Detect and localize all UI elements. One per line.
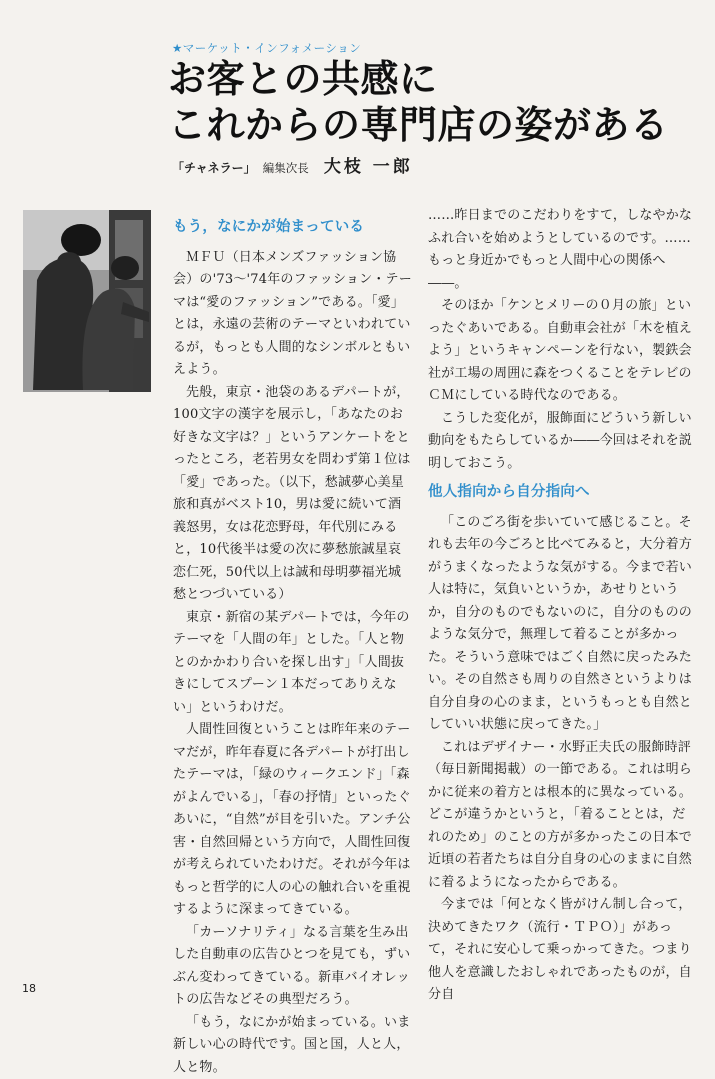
article-column-left <box>173 214 413 1079</box>
article-photo <box>23 210 151 392</box>
body-paragraph: 「カーソナリティ」なる言葉を生み出した自動車の広告ひとつを見ても，ずいぶん変わってきている。新車バイオレットの広告などその典型だろう。 <box>173 922 413 1012</box>
title-line-2: これからの専門店の姿がある <box>168 102 669 148</box>
body-paragraph: 「このごろ街を歩いていて感じること。それも去年の今ごろと比べてみると，大分着方がうまくなったような気がする。今まで若い人は特に，気負いというか，あせりというか，自分のものでもないのに，自分のもののような気分で，無理して着ることが多かった。そういう意味ではごく自然に戻ったみたい。その自然さも周りの自然さというよりは自分自身の心のまま，というもっとも自然としていい状態に戻ってきた。」 <box>428 512 696 737</box>
photo-illustration <box>23 210 151 392</box>
body-paragraph: 先般，東京・池袋のあるデパートが，100文字の漢字を展示し，「あなたのお好きな文字は？」というアンケートをとったところ，老若男女を問わず第１位は「愛」であった。（以下，愁誠夢心美星旅和真がベスト10，男は愛に続いて酒義怒男，女は花恋野母，年代別にみると，10代後半は愛の次に夢愁旅誠星哀恋仁死，50代以上は誠和母明夢福光城愁とつづいている） <box>173 382 413 607</box>
body-paragraph: 東京・新宿の某デパートでは，今年のテーマを「人間の年」とした。「人と物とのかかわり合いを探し出す」「人間抜きにしてスプーン１本だってありえない」というわけだ。 <box>173 607 413 720</box>
article-column-right <box>428 205 696 1007</box>
body-paragraph: ……昨日までのこだわりをすて，しなやかなふれ合いを始めようとしているのです。……もっと身近かでもっと人間中心の関係へ――。 <box>428 205 696 295</box>
byline <box>172 152 413 177</box>
byline-magazine: 「チャネラー」 <box>172 161 256 175</box>
section-heading: もう，なにかが始まっている <box>173 216 413 239</box>
page-number: 18 <box>22 982 36 995</box>
section-kicker: ★マーケット・インフォメーション <box>172 40 361 56</box>
byline-author: 大枝 一郎 <box>324 157 413 177</box>
body-paragraph: 人間性回復ということは昨年来のテーマだが，昨年春夏に各デパートが打出したテーマは，「緑のウィークエンド」「森がよんでいる」，「春の抒情」といったぐあいに，“自然”が目を引いた。アンチ公害・自然回帰という方向で，人間性回復が考えられていたわけだ。それが今年はもっと哲学的に人の心の触れ合いを重視するように深まってきている。 <box>173 719 413 922</box>
body-paragraph: ＭＦＵ（日本メンズファッション協会）の'73〜'74年のファッション・テーマは“愛のファッション”である。「愛」とは，永遠の芸術のテーマといわれているが，もっとも人間的なシンボルともいえよう。 <box>173 247 413 382</box>
byline-role: 編集次長 <box>263 161 309 175</box>
body-paragraph: これはデザイナー・水野正夫氏の服飾時評（毎日新聞掲載）の一節である。これは明らかに従来の着方とは根本的に異なっている。どこが違うかというと，「着ることとは，だれのため」のことの方が多かったこの日本で近頃の若者たちは自分自身の心のままに自然に着るようになったからである。 <box>428 737 696 895</box>
article-title <box>168 56 669 148</box>
title-line-1: お客との共感に <box>168 56 669 102</box>
body-paragraph: 今までは「何となく皆がけん制し合って，決めてきたワク（流行・ＴＰＯ）」があって，それに安心して乗っかってきた。つまり他人を意識したおしゃれであったものが，自分自 <box>428 894 696 1007</box>
body-paragraph: そのほか「ケンとメリーの０月の旅」といったぐあいである。自動車会社が「木を植えよう」というキャンペーンを行ない，製鉄会社が工場の周囲に森をつくることをテレビのＣＭにしている時代なのである。 <box>428 295 696 408</box>
body-paragraph: こうした変化が，服飾面にどういう新しい動向をもたらしているか――今回はそれを説明しておこう。 <box>428 408 696 476</box>
body-paragraph: 「もう，なにかが始まっている。いま新しい心の時代です。国と国，人と人，人と物。 <box>173 1012 413 1079</box>
section-heading: 他人指向から自分指向へ <box>428 481 696 504</box>
